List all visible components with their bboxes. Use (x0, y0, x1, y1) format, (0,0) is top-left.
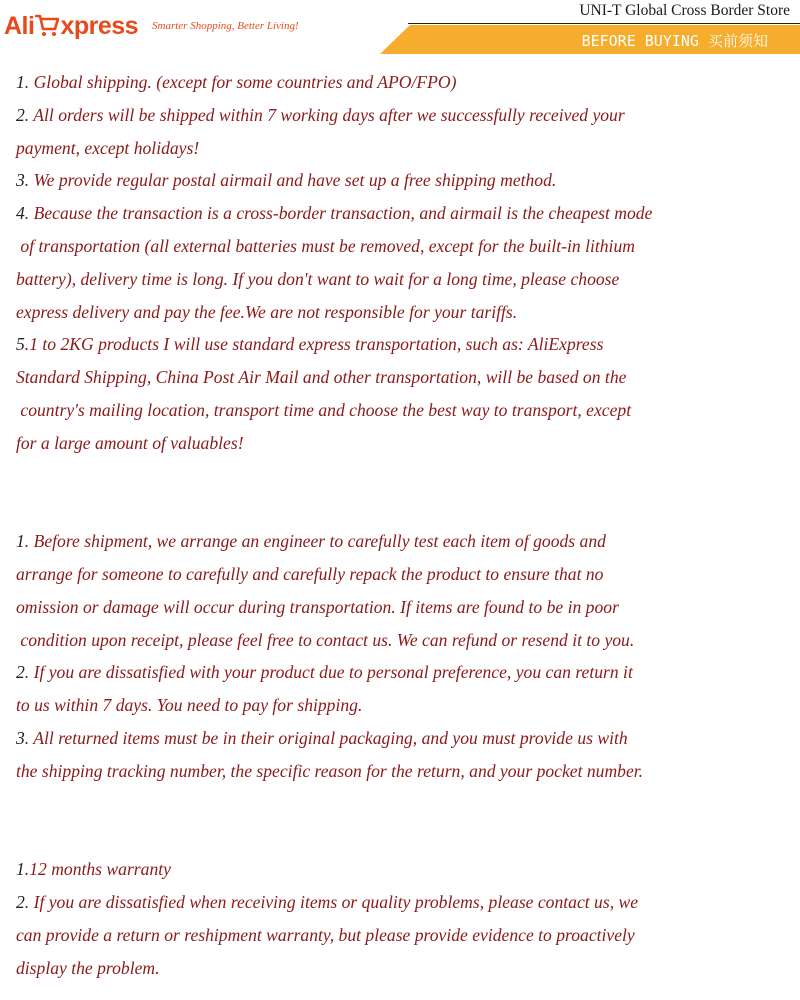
shopping-cart-icon (35, 13, 59, 37)
banner-title: BEFORE BUYING 买前须知 (581, 32, 768, 50)
shipping-line (16, 296, 800, 329)
item-number: 5 (16, 334, 25, 355)
line-text: . All returned items must be in their original packaging, and you must provide us with (24, 727, 628, 748)
line-text: express delivery and pay the fee.We are not responsible for your tariffs. (16, 301, 518, 322)
line-text: Standard Shipping, China Post Air Mail and other transportation, will be based on the (16, 367, 627, 388)
shipping-line (16, 328, 800, 361)
line-text: battery), delivery time is long. If you don't want to wait for a long time, please choose (16, 268, 620, 289)
shipping-line (16, 361, 800, 394)
section-spacer (16, 788, 800, 854)
notice-content (16, 66, 800, 984)
shipping-line (16, 66, 800, 99)
warranty-line (16, 919, 800, 952)
line-text: . Because the transaction is a cross-border transaction, and airmail is the cheapest mode (24, 203, 653, 224)
item-number: 3 (16, 727, 25, 748)
line-text: can provide a return or reshipment warranty, but please provide evidence to proactively (16, 924, 635, 945)
shipping-line (16, 132, 800, 165)
logo-text-ali: Ali (4, 12, 35, 40)
returns-line (16, 755, 800, 788)
item-number: 1 (16, 859, 25, 880)
item-number: 2 (16, 662, 25, 683)
line-text: of transportation (all external batteries must be removed, except for the built-in lithium (16, 235, 635, 256)
item-number: 1 (16, 531, 25, 552)
line-text: arrange for someone to carefully and carefully repack the product to ensure that no (16, 563, 604, 584)
line-text: . Global shipping. (except for some countries and APO/FPO) (24, 72, 457, 92)
item-number: 2 (16, 104, 25, 125)
returns-line (16, 656, 800, 689)
line-text: the shipping tracking number, the specific reason for the return, and your pocket number. (16, 760, 644, 781)
line-text: payment, except holidays! (16, 137, 200, 158)
line-text: . All orders will be shipped within 7 working days after we successfully received your (24, 104, 625, 125)
returns-line (16, 624, 800, 657)
returns-section (16, 525, 800, 787)
returns-line (16, 722, 800, 755)
returns-line (16, 558, 800, 591)
shipping-section (16, 66, 800, 460)
line-text: condition upon receipt, please feel free to contact us. We can refund or resend it to you. (16, 629, 635, 650)
line-text: for a large amount of valuables! (16, 432, 244, 453)
line-text: . If you are dissatisfied when receiving items or quality problems, please contact us, we (24, 891, 639, 912)
shipping-line (16, 197, 800, 230)
returns-line (16, 525, 800, 558)
header-divider (408, 23, 800, 24)
warranty-line (16, 853, 800, 886)
line-text: country's mailing location, transport time and choose the best way to transport, except (16, 399, 632, 420)
line-text: omission or damage will occur during transportation. If items are found to be in poor (16, 596, 619, 617)
logo-text-xpress: xpress (60, 12, 139, 40)
returns-line (16, 591, 800, 624)
item-number: 3 (16, 170, 25, 191)
shipping-line (16, 427, 800, 460)
returns-line (16, 689, 800, 722)
line-text: display the problem. (16, 957, 160, 978)
line-text: to us within 7 days. You need to pay for shipping. (16, 695, 363, 716)
aliexpress-logo[interactable] (4, 12, 138, 41)
warranty-line (16, 886, 800, 919)
header (0, 0, 800, 56)
shipping-line (16, 230, 800, 263)
line-text: .1 to 2KG products I will use standard express transportation, such as: AliExpress (24, 334, 604, 355)
line-text: . We provide regular postal airmail and have set up a free shipping method. (24, 170, 557, 191)
shipping-line (16, 99, 800, 132)
shipping-line (16, 263, 800, 296)
section-spacer (16, 460, 800, 526)
tagline: Smarter Shopping, Better Living! (152, 20, 299, 32)
shipping-line (16, 164, 800, 197)
shipping-line (16, 394, 800, 427)
line-text: . If you are dissatisfied with your product due to personal preference, you can return it (24, 662, 633, 683)
item-number: 2 (16, 891, 25, 912)
item-number: 4 (16, 203, 25, 224)
warranty-line (16, 952, 800, 985)
line-text: .12 months warranty (24, 859, 171, 880)
warranty-section (16, 853, 800, 984)
store-name: UNI-T Global Cross Border Store (579, 2, 790, 19)
item-number: 1 (16, 72, 25, 92)
line-text: . Before shipment, we arrange an engineer to carefully test each item of goods and (24, 531, 606, 552)
